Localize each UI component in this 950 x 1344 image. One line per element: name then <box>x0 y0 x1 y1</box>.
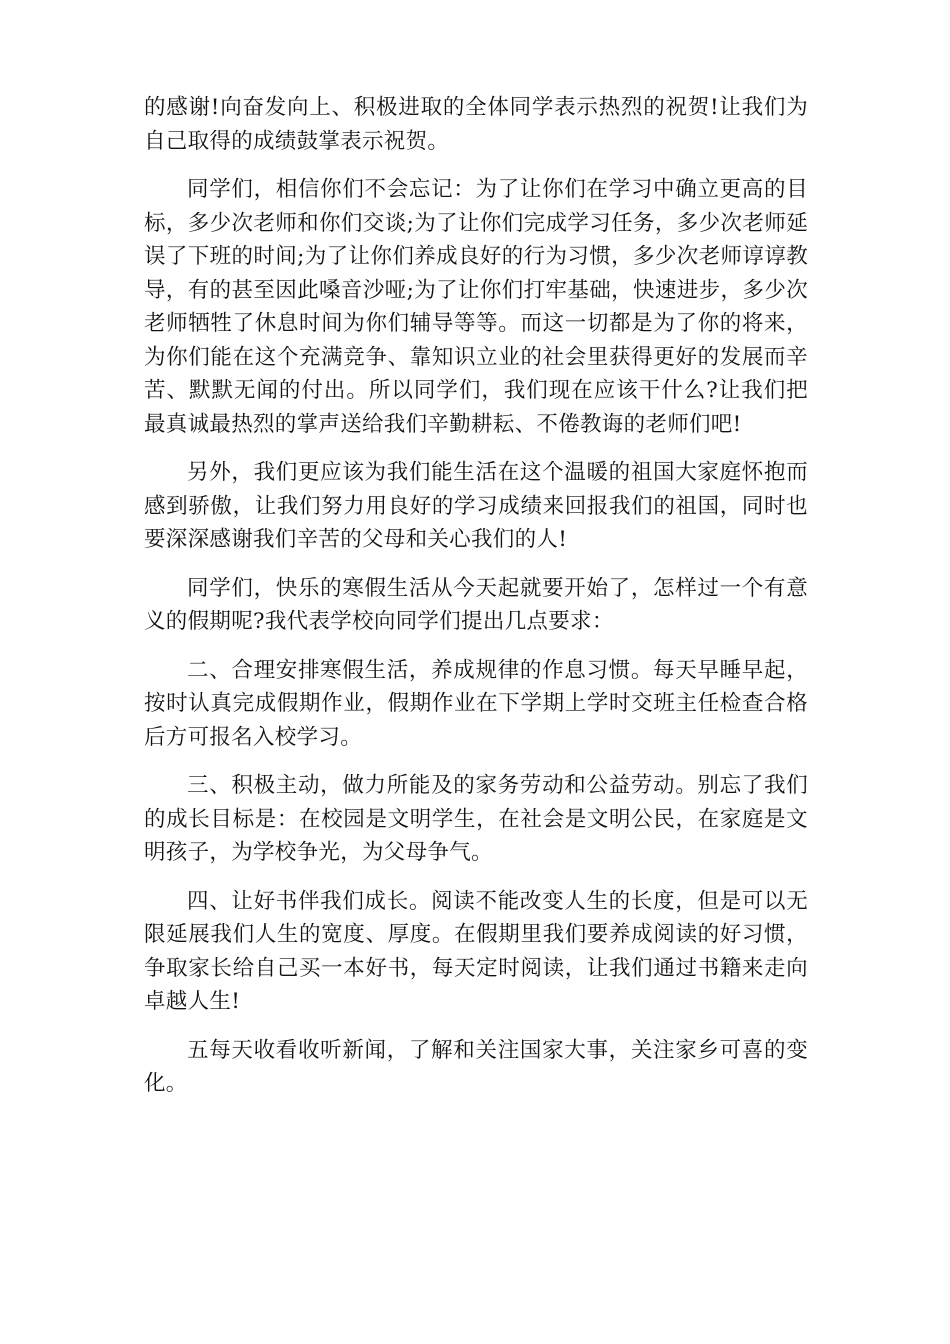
paragraph-3: 另外，我们更应该为我们能生活在这个温暖的祖国大家庭怀抱而感到骄傲，让我们努力用良好的学习成绩来回报我们的祖国，同时也要深深感谢我们辛苦的父母和关心我们的人! <box>144 460 808 552</box>
paragraph-6: 三、积极主动，做力所能及的家务劳动和公益劳动。别忘了我们的成长目标是：在校园是文明学生，在社会是文明公民，在家庭是文明孩子，为学校争光，为父母争气。 <box>144 773 808 865</box>
paragraph-8: 五每天收看收听新闻，了解和关注国家大事，关注家乡可喜的变化。 <box>144 1037 808 1096</box>
paragraph-1: 的感谢!向奋发向上、积极进取的全体同学表示热烈的祝贺!让我们为自己取得的成绩鼓掌表示祝贺。 <box>144 95 808 154</box>
paragraph-7: 四、让好书伴我们成长。阅读不能改变人生的长度，但是可以无限延展我们人生的宽度、厚度。在假期里我们要养成阅读的好习惯，争取家长给自己买一本好书，每天定时阅读，让我们通过书籍来走向卓越人生! <box>144 888 808 1014</box>
paragraph-4: 同学们，快乐的寒假生活从今天起就要开始了，怎样过一个有意义的假期呢?我代表学校向同学们提出几点要求： <box>144 575 808 634</box>
document-body <box>144 91 808 1116</box>
paragraph-2: 同学们，相信你们不会忘记：为了让你们在学习中确立更高的目标，多少次老师和你们交谈;为了让你们完成学习任务，多少次老师延误了下班的时间;为了让你们养成良好的行为习惯，多少次老师谆谆教导，有的甚至因此嗓音沙哑;为了让你们打牢基础，快速进步，多少次老师牺牲了休息时间为你们辅导等等。而这一切都是为了你的将来，为你们能在这个充满竞争、靠知识立业的社会里获得更好的发展而辛苦、默默无闻的付出。所以同学们，我们现在应该干什么?让我们把最真诚最热烈的掌声送给我们辛勤耕耘、不倦教诲的老师们吧! <box>144 177 808 437</box>
paragraph-5: 二、合理安排寒假生活，养成规律的作息习惯。每天早睡早起，按时认真完成假期作业，假期作业在下学期上学时交班主任检查合格后方可报名入校学习。 <box>144 657 808 750</box>
